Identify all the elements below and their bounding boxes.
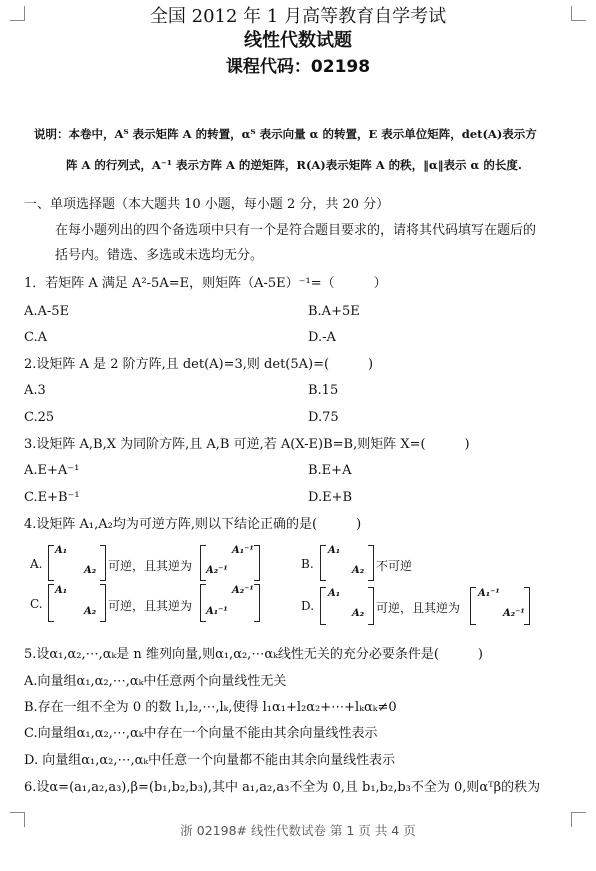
q2-option-d: D.75 xyxy=(308,410,339,425)
question-4-stem: 4.设矩阵 A₁,A₂均为可逆方阵,则以下结论正确的是( ) xyxy=(24,517,362,532)
q1-option-c: C.A xyxy=(24,330,48,345)
q1-option-b: B.A+5E xyxy=(308,304,360,319)
section-instruction-2: 括号内。错选、多选或未选均无分。 xyxy=(55,248,264,263)
q4-a-label: A. xyxy=(30,557,43,571)
q3-option-a: A.E+A⁻¹ xyxy=(24,463,80,478)
q5-option-c: C.向量组α₁,α₂,⋯,αₖ中存在一个向量不能由其余向量线性表示 xyxy=(24,726,378,741)
exam-title: 全国 2012 年 1 月高等教育自学考试 xyxy=(149,6,447,27)
subject-title: 线性代数试题 xyxy=(244,30,352,51)
course-code: 课程代码：02198 xyxy=(225,57,371,77)
q3-option-c: C.E+B⁻¹ xyxy=(24,490,80,505)
exam-page: 全国 2012 年 1 月高等教育自学考试 线性代数试题 课程代码：02198 说明：本卷中，Aᵀ 表示矩阵 A 的转置，αᵀ 表示向量 α 的转置，E 表示单位矩阵，det(A)表示方 阵 A 的行列式，A⁻¹ 表示方阵 A 的逆矩阵，R(A)表示矩阵 A 的秩，‖α‖表示 α 的长度. 一、单项选择题（本大题共 10 小题，每小题 2 分，共 20 分） 在每小题列出的四个备选项中只有一个是符合题目要求的，请将其代码填写在题后的 括号内。错选、多选或未选均无分。 1．若矩阵 A 满足 A²-5A=E，则矩阵（A-5E）⁻¹=（ ） A.A-5E B.A+5E C.A D.-A 2.设矩阵 A 是 2 阶方阵,且 det(A)=3,则 det(5A)=( ) A.3 B.15 C.25 D.75 3.设矩阵 A,B,X 为同阶方阵,且 A,B 可逆,若 A(X-E)B=B,则矩阵 X=( ) A.E+A⁻¹ B.E+A C.E+B⁻¹ D.E+B 4.设矩阵 A₁,A₂均为可逆方阵,则以下结论正确的是( ) A. A₁ A₂ 可逆，且其逆为 A₁⁻¹ A₂⁻¹ B. A₁ A₂ 不可逆 C. A₁ A₂ 可逆，且其逆为 A₂⁻¹ A₁⁻¹ D. A₁ A₂ 可逆，且其逆为 A₁⁻¹ A₂⁻¹ 5.设α₁,α₂,⋯,αₖ是 n 维列向量,则α₁,α₂,⋯αₖ线性无关的充分必要条件是( ) A.向量组α₁,α₂,⋯,αₖ中任意两个向量线性无关 B.存在一组不全为 0 的数 l₁,l₂,⋯,lₖ,使得 l₁α₁+l₂α₂+⋯+lₖαₖ≠0 C.向量组α₁,α₂,⋯,αₖ中存在一个向量不能由其余向量线性表示 D. 向量组α₁,α₂,⋯,αₖ中任意一个向量都不能由其余向量线性表示 6.设α=(a₁,a₂,a₃),β=(b₁,b₂,b₃),其中 a₁,a₂,a₃不全为 0,且 b₁,b₂,b₃不全为 0,则αᵀβ的秩为 浙 02198# 线性代数试卷 第 1 页 共 4 页 xyxy=(0,0,596,871)
q1-option-a: A.A-5E xyxy=(24,304,70,319)
q4-c-label: C. xyxy=(30,597,43,611)
q5-option-d: D. 向量组α₁,α₂,⋯,αₖ中任意一个向量都不能由其余向量线性表示 xyxy=(24,753,396,768)
q2-option-b: B.15 xyxy=(308,383,339,398)
question-2-stem: 2.设矩阵 A 是 2 阶方阵,且 det(A)=3,则 det(5A)=( ) xyxy=(24,357,374,372)
question-3-stem: 3.设矩阵 A,B,X 为同阶方阵,且 A,B 可逆,若 A(X-E)B=B,则矩阵 X=( ) xyxy=(24,437,470,452)
q5-option-b: B.存在一组不全为 0 的数 l₁,l₂,⋯,lₖ,使得 l₁α₁+l₂α₂+⋯+lₖαₖ≠0 xyxy=(24,700,397,715)
q4-d-label: D. xyxy=(301,599,315,613)
question-6-stem: 6.设α=(a₁,a₂,a₃),β=(b₁,b₂,b₃),其中 a₁,a₂,a₃不全为 0,且 b₁,b₂,b₃不全为 0,则αᵀβ的秩为 xyxy=(24,780,541,795)
question-5-stem: 5.设α₁,α₂,⋯,αₖ是 n 维列向量,则α₁,α₂,⋯αₖ线性无关的充分必要条件是( ) xyxy=(24,647,483,662)
section-instruction-1: 在每小题列出的四个备选项中只有一个是符合题目要求的，请将其代码填写在题后的 xyxy=(55,223,537,238)
question-1-stem: 1．若矩阵 A 满足 A²-5A=E，则矩阵（A-5E）⁻¹=（ ） xyxy=(24,276,387,291)
q4-b-label: B. xyxy=(301,557,314,571)
section-heading: 一、单项选择题（本大题共 10 小题，每小题 2 分，共 20 分） xyxy=(24,197,390,212)
q5-option-a: A.向量组α₁,α₂,⋯,αₖ中任意两个向量线性无关 xyxy=(24,674,287,689)
q3-option-b: B.E+A xyxy=(308,463,352,478)
q2-option-a: A.3 xyxy=(24,383,46,398)
page-footer: 浙 02198# 线性代数试卷 第 1 页 共 4 页 xyxy=(180,823,416,838)
note-line-1: 说明：本卷中，Aᵀ 表示矩阵 A 的转置，αᵀ 表示向量 α 的转置，E 表示单位矩阵，det(A)表示方 xyxy=(34,127,537,141)
q2-option-c: C.25 xyxy=(24,410,55,425)
q1-option-d: D.-A xyxy=(308,330,336,345)
note-line-2: 阵 A 的行列式，A⁻¹ 表示方阵 A 的逆矩阵，R(A)表示矩阵 A 的秩，‖α‖表示 α 的长度. xyxy=(66,158,522,172)
q3-option-d: D.E+B xyxy=(308,490,353,505)
